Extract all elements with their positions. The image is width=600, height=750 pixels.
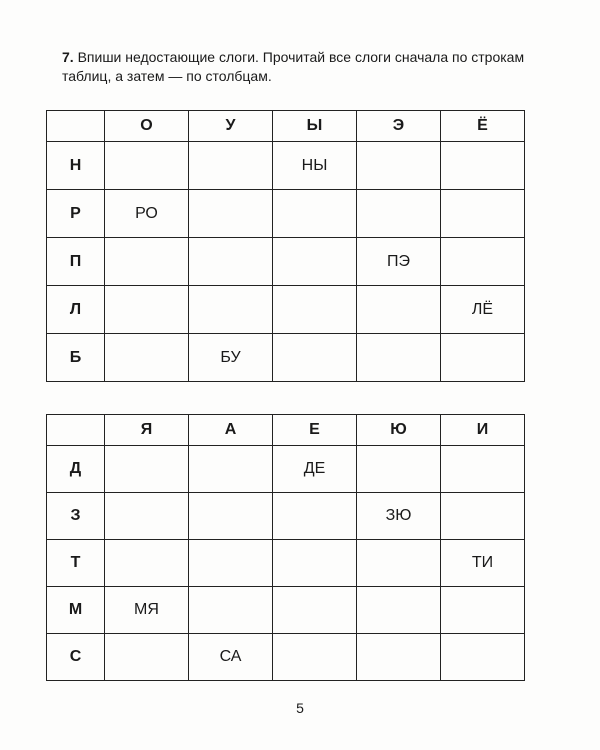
empty-syllable-cell[interactable] xyxy=(273,286,357,334)
empty-syllable-cell[interactable] xyxy=(441,634,525,681)
empty-syllable-cell[interactable] xyxy=(105,286,189,334)
filled-syllable-cell[interactable]: МЯ xyxy=(105,587,189,634)
table-row xyxy=(47,238,525,286)
column-header: И xyxy=(441,415,525,446)
table-row xyxy=(47,446,525,493)
empty-syllable-cell[interactable] xyxy=(189,587,273,634)
table-row xyxy=(47,493,525,540)
column-header: Ю xyxy=(357,415,441,446)
column-header: Ё xyxy=(441,111,525,142)
empty-syllable-cell[interactable] xyxy=(105,238,189,286)
filled-syllable-cell[interactable]: ЗЮ xyxy=(357,493,441,540)
empty-syllable-cell[interactable] xyxy=(273,540,357,587)
empty-syllable-cell[interactable] xyxy=(189,540,273,587)
empty-syllable-cell[interactable] xyxy=(441,493,525,540)
column-header: Э xyxy=(357,111,441,142)
row-header: Л xyxy=(47,286,105,334)
syllable-table-1 xyxy=(46,110,525,382)
filled-syllable-cell[interactable]: ПЭ xyxy=(357,238,441,286)
task-number: 7. xyxy=(62,49,74,65)
empty-syllable-cell[interactable] xyxy=(189,142,273,190)
filled-syllable-cell[interactable]: НЫ xyxy=(273,142,357,190)
empty-syllable-cell[interactable] xyxy=(273,493,357,540)
empty-syllable-cell[interactable] xyxy=(189,286,273,334)
empty-syllable-cell[interactable] xyxy=(189,493,273,540)
empty-syllable-cell[interactable] xyxy=(273,587,357,634)
corner-cell xyxy=(47,111,105,142)
filled-syllable-cell[interactable]: СА xyxy=(189,634,273,681)
empty-syllable-cell[interactable] xyxy=(441,446,525,493)
empty-syllable-cell[interactable] xyxy=(105,142,189,190)
syllable-table-2 xyxy=(46,414,525,681)
filled-syllable-cell[interactable]: РО xyxy=(105,190,189,238)
empty-syllable-cell[interactable] xyxy=(105,634,189,681)
empty-syllable-cell[interactable] xyxy=(357,587,441,634)
row-header: Т xyxy=(47,540,105,587)
row-header: З xyxy=(47,493,105,540)
column-header: Я xyxy=(105,415,189,446)
filled-syllable-cell[interactable]: БУ xyxy=(189,334,273,382)
empty-syllable-cell[interactable] xyxy=(441,238,525,286)
empty-syllable-cell[interactable] xyxy=(273,634,357,681)
column-header: О xyxy=(105,111,189,142)
column-header: У xyxy=(189,111,273,142)
row-header: М xyxy=(47,587,105,634)
empty-syllable-cell[interactable] xyxy=(357,190,441,238)
row-header: Б xyxy=(47,334,105,382)
empty-syllable-cell[interactable] xyxy=(357,334,441,382)
corner-cell xyxy=(47,415,105,446)
empty-syllable-cell[interactable] xyxy=(357,286,441,334)
row-header: П xyxy=(47,238,105,286)
filled-syllable-cell[interactable]: ДЕ xyxy=(273,446,357,493)
filled-syllable-cell[interactable]: ТИ xyxy=(441,540,525,587)
empty-syllable-cell[interactable] xyxy=(105,334,189,382)
empty-syllable-cell[interactable] xyxy=(441,142,525,190)
empty-syllable-cell[interactable] xyxy=(441,587,525,634)
empty-syllable-cell[interactable] xyxy=(273,334,357,382)
table-row xyxy=(47,540,525,587)
column-header: Ы xyxy=(273,111,357,142)
table-row xyxy=(47,190,525,238)
empty-syllable-cell[interactable] xyxy=(273,238,357,286)
row-header: Д xyxy=(47,446,105,493)
empty-syllable-cell[interactable] xyxy=(357,446,441,493)
empty-syllable-cell[interactable] xyxy=(441,190,525,238)
empty-syllable-cell[interactable] xyxy=(357,634,441,681)
empty-syllable-cell[interactable] xyxy=(105,493,189,540)
column-header: А xyxy=(189,415,273,446)
row-header: Н xyxy=(47,142,105,190)
filled-syllable-cell[interactable]: ЛЁ xyxy=(441,286,525,334)
empty-syllable-cell[interactable] xyxy=(189,446,273,493)
row-header: Р xyxy=(47,190,105,238)
table-row xyxy=(47,634,525,681)
empty-syllable-cell[interactable] xyxy=(357,540,441,587)
page-number: 5 xyxy=(296,700,304,716)
empty-syllable-cell[interactable] xyxy=(105,446,189,493)
task-instruction xyxy=(62,48,542,86)
empty-syllable-cell[interactable] xyxy=(273,190,357,238)
task-text: Впиши недостающие слоги. Прочитай все слоги сначала по строкам таблиц, а затем — по столбцам. xyxy=(62,49,525,84)
empty-syllable-cell[interactable] xyxy=(441,334,525,382)
table-row xyxy=(47,142,525,190)
table-row xyxy=(47,286,525,334)
empty-syllable-cell[interactable] xyxy=(189,238,273,286)
column-header: Е xyxy=(273,415,357,446)
table-row xyxy=(47,334,525,382)
empty-syllable-cell[interactable] xyxy=(189,190,273,238)
empty-syllable-cell[interactable] xyxy=(105,540,189,587)
table-row xyxy=(47,587,525,634)
row-header: С xyxy=(47,634,105,681)
empty-syllable-cell[interactable] xyxy=(357,142,441,190)
